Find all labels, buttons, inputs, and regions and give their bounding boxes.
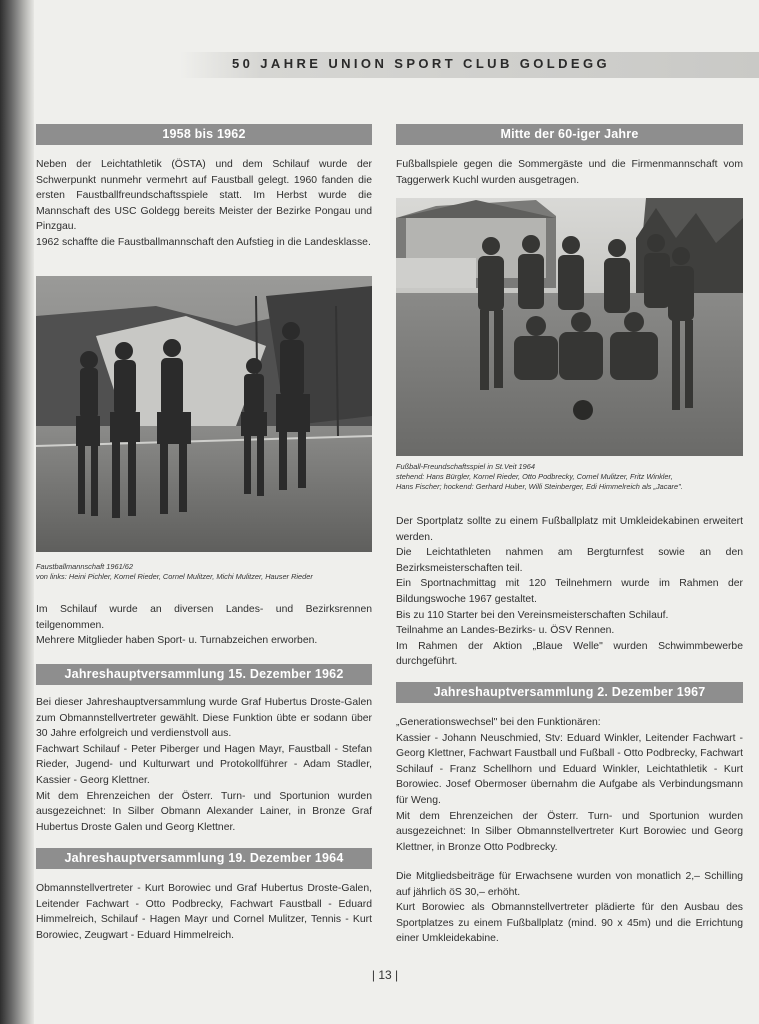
book-gutter-shadow <box>0 0 34 1024</box>
paragraph: Mit dem Ehrenzeichen der Österr. Turn- und Sportunion wurden ausgezeichnet: In Silber Obmannstellvertreter Kurt Borowiec und Georg Klettner, in Bronze Otto Podbrecky. <box>396 810 743 853</box>
section-body-jhv-1964 <box>36 881 372 943</box>
paragraph: Kassier - Johann Neuschmied, Stv: Eduard Winkler, Leitender Fachwart - Georg Klettner, Fachwart Faustball und Fußball - Otto Podbrecky, Fachwart Schilauf - Franz Schellhorn und Eduard Winkler, Leichtathletik - Kurt Borowiec. Josef Obermoser übernahm die Aufgabe als Verbindungsmann für Weng. <box>396 732 743 806</box>
paragraph: Teilnahme an Landes-Bezirks- u. ÖSV Rennen. <box>396 625 615 637</box>
left-body-after-photo <box>36 602 372 649</box>
section-body-jhv-1967-contributions <box>396 869 743 947</box>
page-number: | 13 | <box>371 968 399 982</box>
photo-faustball-team <box>36 276 372 552</box>
paragraph: Die Mitgliedsbeiträge für Erwachsene wurden von monatlich 2,– Schilling auf jährlich öS 30,– erhöht. <box>396 871 743 898</box>
paragraph: Kurt Borowiec als Obmannstellvertreter plädierte für den Ausbau des Sportplatzes zu einem Fußballplatz (mind. 90 x 45m) und die Errichtung einer Umkleidekabine. <box>396 902 743 945</box>
paragraph: Bis zu 110 Starter bei den Vereinsmeisterschaften Schilauf. <box>396 609 669 621</box>
caption-title: Fußball-Freundschaftsspiel in St.Veit 1964 <box>396 462 535 471</box>
section-heading-jhv-1964: Jahreshauptversammlung 19. Dezember 1964 <box>36 848 372 869</box>
caption-names-standing: stehend: Hans Bürgler, Kornel Rieder, Otto Podbrecky, Cornel Mulitzer, Fritz Winkler, <box>396 472 673 481</box>
section-body-jhv-1967 <box>396 715 743 855</box>
paragraph: Obmannstellvertreter - Kurt Borowiec und Graf Hubertus Droste-Galen, Leitender Fachwart - Otto Podbrecky, Fachwart Faustball - Eduard Himmelreich, Schilauf - Hagen Mayr und Cornel Mulitzer, Tennis - Kurt Borowiec, Zeugwart - Eduard Himmelreich. <box>36 883 372 941</box>
photo-caption-faustball <box>36 562 372 582</box>
paragraph: Fußballspiele gegen die Sommergäste und die Firmenmannschaft vom Taggerwerk Kuchl wurden ausgetragen. <box>396 159 743 186</box>
paragraph: Die Leichtathleten nahmen am Bergturnfest sowie an den Bezirksmeisterschaften teil. <box>396 547 743 574</box>
caption-title: Faustballmannschaft 1961/62 <box>36 562 133 571</box>
caption-names: von links: Heini Pichler, Kornel Rieder, Cornel Mulitzer, Michi Mulitzer, Hauser Rieder <box>36 572 313 581</box>
paragraph: Bei dieser Jahreshauptversammlung wurde Graf Hubertus Droste-Galen zum Obmannstellvertreter gewählt. Diese Funktion übte er sodann über 30 Jahre erfolgreich und verdienstvoll aus. <box>36 697 372 740</box>
section-heading-mitte-60er: Mitte der 60-iger Jahre <box>396 124 743 145</box>
paragraph: „Generationswechsel" bei den Funktionären: <box>396 717 601 728</box>
section-body-mitte-60er <box>396 157 743 188</box>
paragraph: Mehrere Mitglieder haben Sport- u. Turnabzeichen erworben. <box>36 635 318 647</box>
section-heading-jhv-1967: Jahreshauptversammlung 2. Dezember 1967 <box>396 682 743 703</box>
paragraph: Ein Sportnachmittag mit 120 Teilnehmern wurde im Rahmen der Bildungswoche 1967 gestaltet. <box>396 578 743 605</box>
running-header-title: 50 JAHRE UNION SPORT CLUB GOLDEGG <box>232 56 611 71</box>
photo-fussball-team <box>396 198 743 456</box>
paragraph: Im Schilauf wurde an diversen Landes- und Bezirksrennen teilgenommen. <box>36 604 372 631</box>
faustball-team-photo-graphic <box>36 276 372 552</box>
right-body-after-photo <box>396 514 743 670</box>
paragraph: Mit dem Ehrenzeichen der Österr. Turn- und Sportunion wurden ausgezeichnet: In Silber Obmann Alexander Lainer, in Bronze Graf Hubertus Droste Galen und Georg Klettner. <box>36 790 372 833</box>
paragraph: 1962 schaffte die Faustballmannschaft den Aufstieg in die Landesklasse. <box>36 236 371 248</box>
photo-caption-fussball <box>396 462 756 492</box>
section-heading-1958-1962: 1958 bis 1962 <box>36 124 372 145</box>
section-body-1958-1962 <box>36 157 372 251</box>
paragraph: Im Rahmen der Aktion „Blaue Welle" wurden Schwimmbewerbe durchgeführt. <box>396 640 743 668</box>
fussball-team-photo-graphic <box>396 198 743 456</box>
section-body-jhv-1962 <box>36 695 372 835</box>
caption-names-kneeling: Hans Fischer; hockend: Gerhard Huber, Willi Steinberger, Edi Himmelreich als „Jacare". <box>396 482 683 491</box>
paragraph: Fachwart Schilauf - Peter Piberger und Hagen Mayr, Faustball - Stefan Rieder, Jugend- und Kulturwart und Protokollführer - Adam Stadler, Kassier - Georg Klettner. <box>36 743 372 786</box>
section-heading-jhv-1962: Jahreshauptversammlung 15. Dezember 1962 <box>36 664 372 685</box>
paragraph: Der Sportplatz sollte zu einem Fußballplatz mit Umkleidekabinen erweitert werden. <box>396 516 743 543</box>
paragraph: Neben der Leichtathletik (ÖSTA) und dem Schilauf wurde der Schwerpunkt nunmehr vermehrt auf Faustball gelegt. 1960 fanden die ersten Faustballfreundschaftsspiele statt. Im Herbst wurde die Mannschaft des USC Goldegg bereits Meister der Bezirke Pongau und Pinzgau. <box>36 159 372 233</box>
